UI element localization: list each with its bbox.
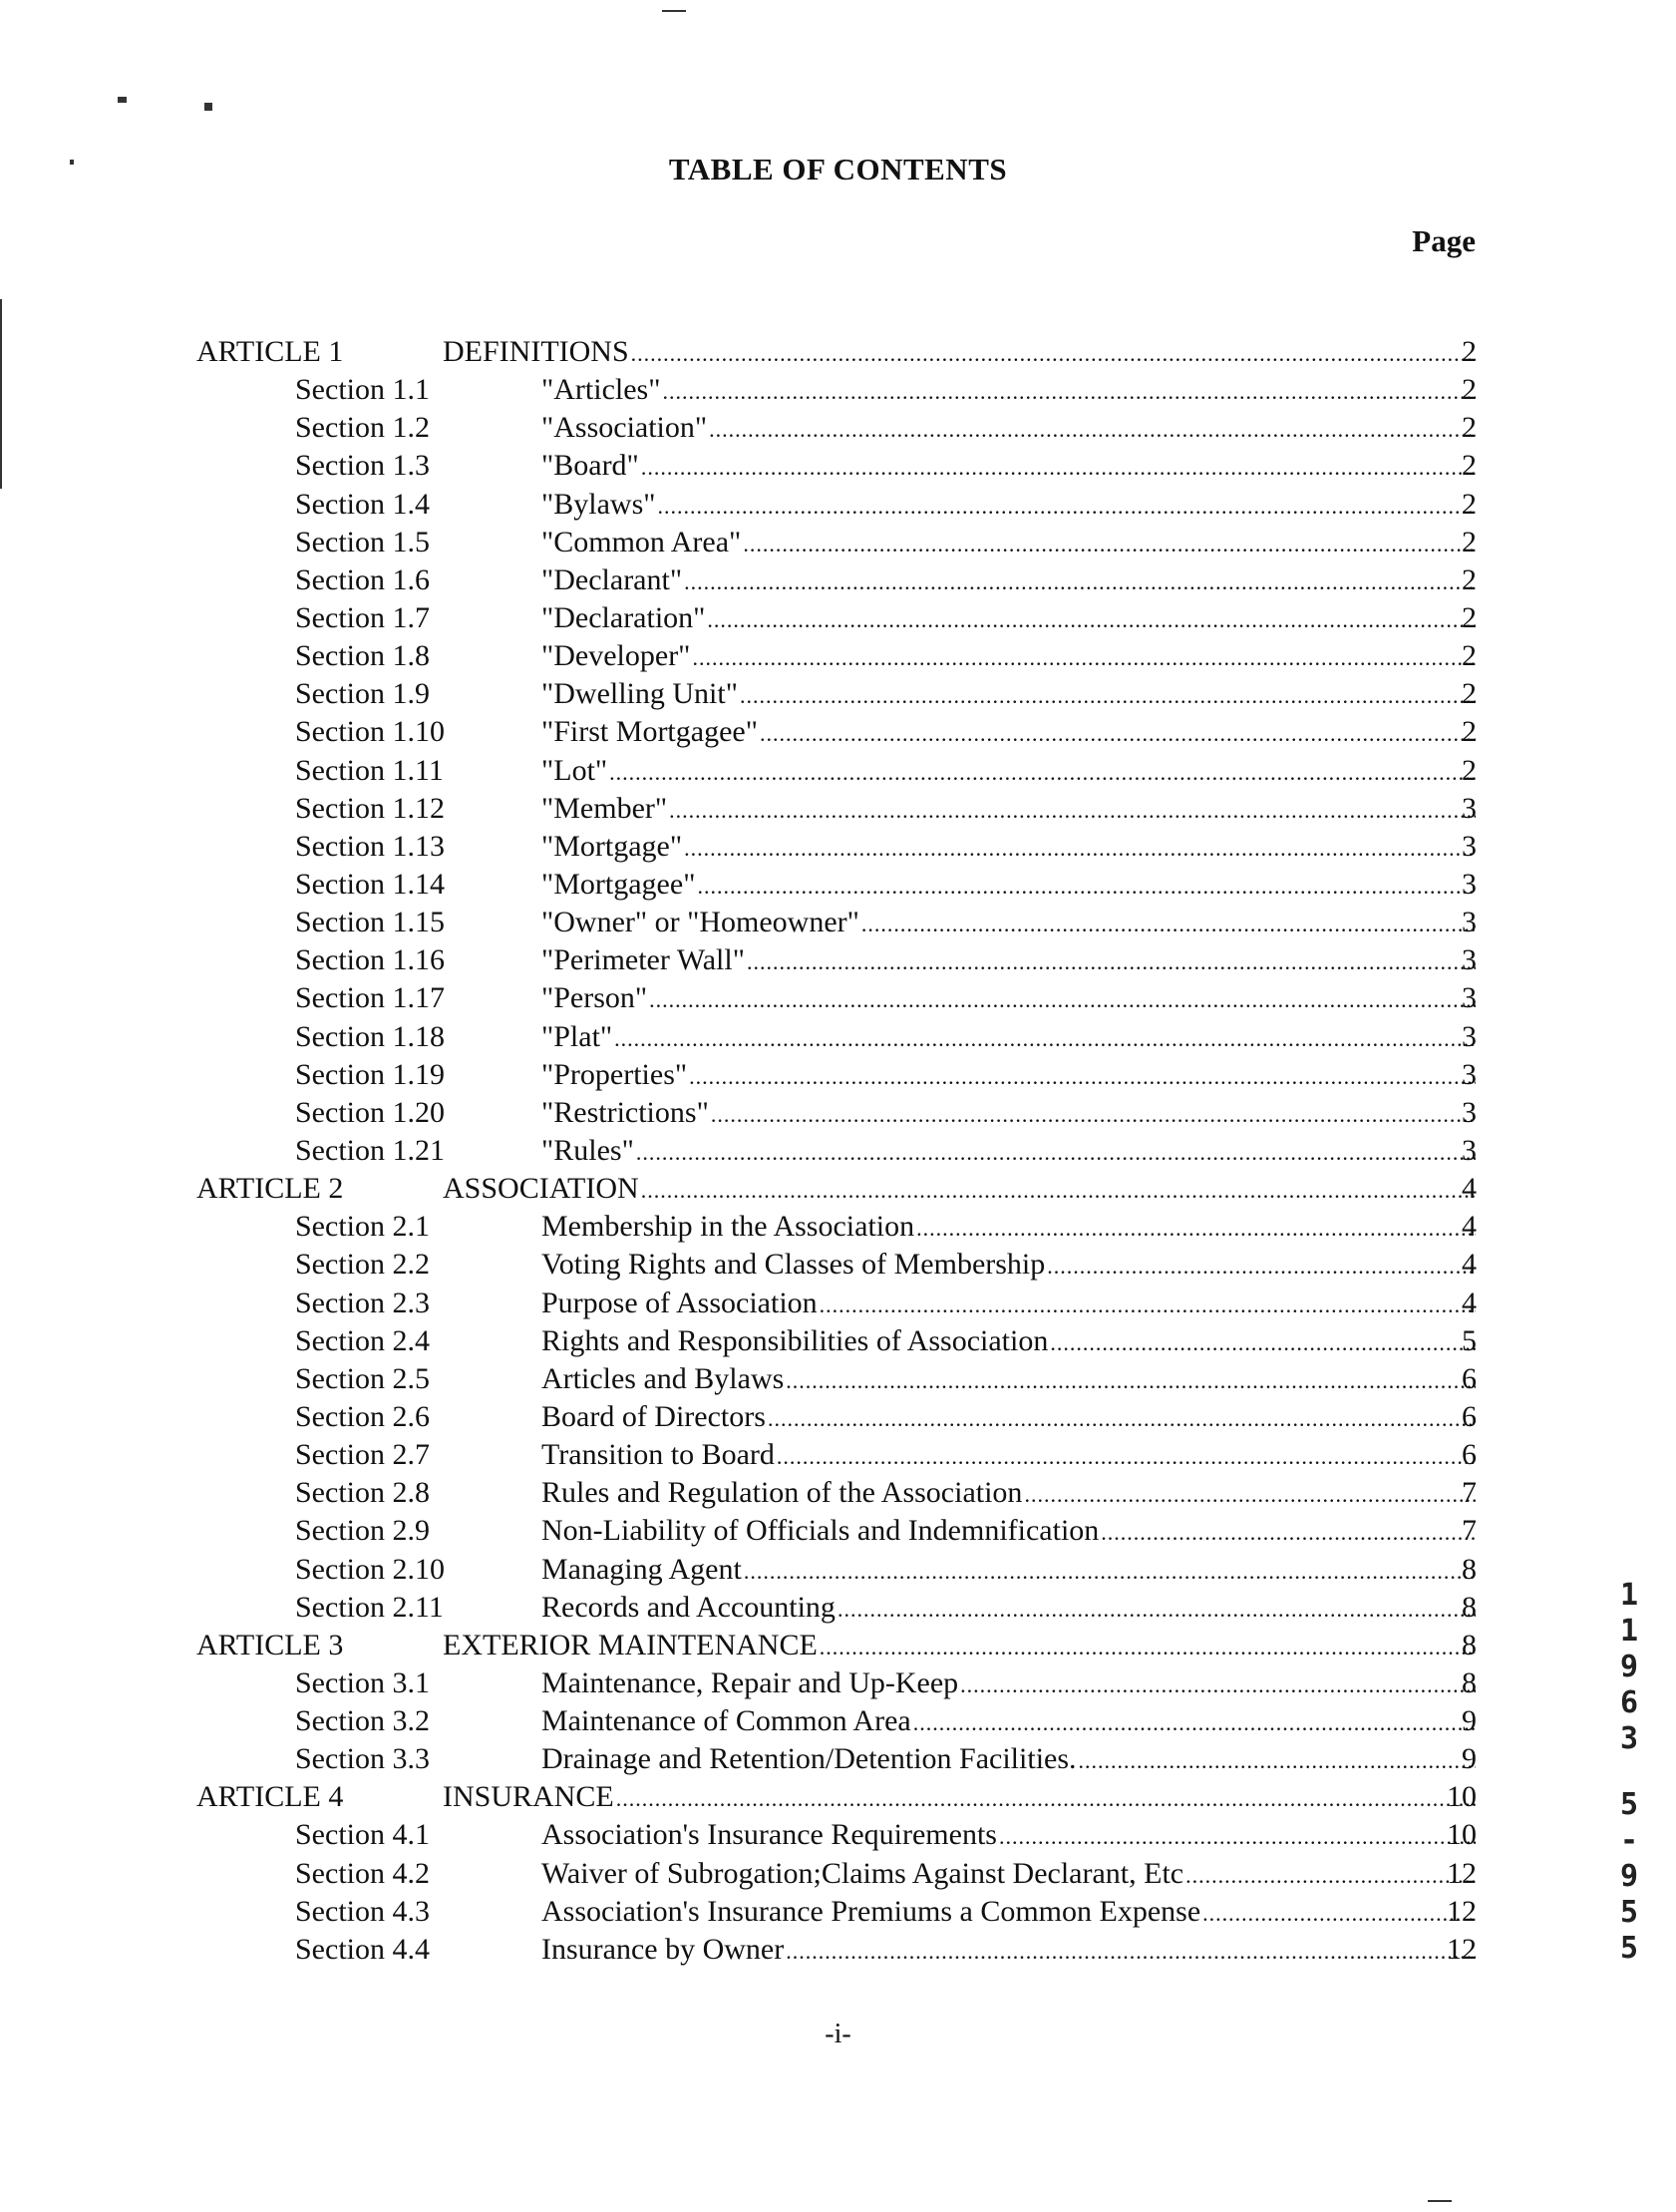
margin-stamp [1607, 1578, 1651, 1967]
dot-leader [684, 830, 1476, 868]
toc-entry-title: Drainage and Retention/Detention Facilities. [541, 1742, 1077, 1776]
toc-entry-label: Section 3.1 [295, 1665, 430, 1699]
margin-stamp-char: 5 [1619, 1787, 1639, 1822]
page-column-header: Page [1412, 223, 1476, 258]
toc-entry-label: Section 2.10 [295, 1552, 445, 1586]
toc-entry-page: 12 [1447, 1856, 1477, 1890]
toc-article-row [0, 1778, 1676, 1816]
toc-entry-page: 2 [1462, 373, 1477, 407]
margin-stamp-char: 5 [1619, 1931, 1639, 1966]
toc-entry-title: "Declarant" [541, 562, 683, 596]
toc-entry-title-leader [541, 524, 1476, 561]
dot-leader [641, 449, 1476, 487]
toc-entry-title-leader [541, 486, 1476, 524]
toc-section-row [0, 1512, 1676, 1550]
dot-leader [820, 1287, 1476, 1324]
toc-entry-page: 8 [1462, 1552, 1477, 1586]
dot-leader [1047, 1248, 1476, 1286]
toc-entry-label: Section 1.17 [295, 981, 445, 1015]
toc-entry-page: 10 [1447, 1818, 1477, 1852]
dot-leader [1024, 1476, 1476, 1514]
toc-entry-title: "Mortgage" [541, 829, 683, 863]
toc-entry-title-leader [541, 1589, 1476, 1627]
toc-section-row [0, 713, 1676, 751]
toc-entry-title-leader [541, 1132, 1476, 1170]
toc-entry-title-leader [443, 333, 1476, 371]
toc-entry-title: Rules and Regulation of the Association [541, 1476, 1023, 1510]
toc-section-row [0, 1931, 1676, 1969]
dot-leader [649, 981, 1476, 1019]
toc-entry-page: 4 [1462, 1248, 1477, 1282]
toc-entry-page: 8 [1462, 1628, 1477, 1661]
toc-entry-page: 2 [1462, 639, 1477, 673]
toc-entry-title: "Declaration" [541, 600, 706, 634]
toc-entry-title-leader [541, 828, 1476, 866]
toc-entry-title-leader [443, 1778, 1476, 1816]
toc-entry-title-leader [541, 1398, 1476, 1436]
toc-entry-label: Section 2.7 [295, 1438, 430, 1472]
toc-section-row [0, 1285, 1676, 1322]
toc-entry-title-leader [541, 1094, 1476, 1132]
toc-entry-title: Insurance by Owner [541, 1932, 785, 1966]
page-number-footer: -i- [825, 2019, 851, 2049]
dot-leader [707, 601, 1476, 639]
toc-entry-page: 2 [1462, 449, 1477, 483]
toc-entry-page: 2 [1462, 411, 1477, 445]
toc-entry-title-leader [541, 1816, 1476, 1854]
toc-section-row [0, 1436, 1676, 1474]
dot-leader [1079, 1742, 1476, 1780]
dot-leader [838, 1591, 1476, 1629]
toc-entry-title-leader [541, 752, 1476, 790]
toc-entry-title: Membership in the Association [541, 1210, 915, 1244]
toc-entry-label: Section 2.2 [295, 1248, 430, 1282]
toc-entry-title-leader [541, 1360, 1476, 1398]
toc-entry-title: Maintenance, Repair and Up-Keep [541, 1665, 959, 1699]
toc-entry-page: 3 [1462, 1057, 1477, 1091]
toc-entry-title: "Person" [541, 981, 648, 1015]
margin-stamp-gap [1607, 1757, 1651, 1787]
toc-entry-page: 8 [1462, 1665, 1477, 1699]
toc-entry-title: Transition to Board [541, 1438, 775, 1472]
dot-leader [768, 1400, 1476, 1438]
toc-entry-title: Waiver of Subrogation;Claims Against Declarant, Etc [541, 1856, 1184, 1890]
toc-section-row [0, 1360, 1676, 1398]
toc-entry-title: Rights and Responsibilities of Association [541, 1323, 1049, 1357]
toc-entry-page: 3 [1462, 906, 1477, 939]
toc-section-row [0, 1246, 1676, 1284]
toc-entry-page: 4 [1462, 1210, 1477, 1244]
toc-entry-label: Section 1.9 [295, 677, 430, 711]
toc-entry-title-leader [541, 1702, 1476, 1740]
toc-entry-title: "Common Area" [541, 525, 742, 558]
toc-entry-title: Association's Insurance Premiums a Common Expense [541, 1894, 1201, 1928]
toc-section-row [0, 1551, 1676, 1589]
toc-entry-label: ARTICLE 3 [196, 1628, 344, 1661]
toc-entry-label: Section 1.10 [295, 715, 445, 749]
dot-leader [743, 526, 1476, 563]
toc-entry-label: Section 4.3 [295, 1894, 430, 1928]
toc-entry-page: 2 [1462, 335, 1477, 368]
toc-entry-page: 4 [1462, 1172, 1477, 1206]
toc-entry-title-leader [541, 409, 1476, 447]
dot-leader [786, 1933, 1476, 1971]
toc-entry-label: Section 1.13 [295, 829, 445, 863]
dot-leader [709, 411, 1476, 449]
toc-entry-title: Records and Accounting [541, 1590, 836, 1624]
toc-section-row [0, 1474, 1676, 1512]
dot-leader [636, 1134, 1476, 1172]
toc-entry-page: 6 [1462, 1361, 1477, 1395]
toc-section-row [0, 828, 1676, 866]
toc-entry-title: "Lot" [541, 753, 608, 787]
toc-entry-page: 10 [1447, 1780, 1477, 1814]
toc-entry-label: ARTICLE 1 [196, 335, 344, 368]
dot-leader [662, 373, 1476, 411]
margin-stamp-char: 3 [1619, 1721, 1639, 1756]
toc-entry-page: 7 [1462, 1514, 1477, 1548]
toc-entry-page: 2 [1462, 753, 1477, 787]
toc-section-row [0, 866, 1676, 904]
toc-entry-title-leader [541, 371, 1476, 409]
toc-section-row [0, 599, 1676, 637]
toc-section-row [0, 1664, 1676, 1702]
toc-entry-page: 3 [1462, 829, 1477, 863]
toc-section-row [0, 1702, 1676, 1740]
toc-entry-label: Section 1.19 [295, 1057, 445, 1091]
toc-section-row [0, 1855, 1676, 1893]
toc-entry-title-leader [541, 979, 1476, 1017]
toc-entry-label: Section 1.15 [295, 906, 445, 939]
toc-section-row [0, 1893, 1676, 1931]
toc-entry-title-leader [541, 1208, 1476, 1246]
toc-entry-title: INSURANCE [443, 1780, 614, 1814]
toc-entry-label: Section 2.4 [295, 1323, 430, 1357]
toc-section-row [0, 1094, 1676, 1132]
toc-entry-title: "Rules" [541, 1133, 634, 1167]
margin-stamp-char: 1 [1619, 1578, 1639, 1613]
dot-leader [960, 1666, 1476, 1704]
toc-entry-title: "Member" [541, 791, 668, 825]
toc-entry-title: "Mortgagee" [541, 867, 696, 901]
toc-entry-title: ASSOCIATION [443, 1172, 639, 1206]
toc-entry-title: "Association" [541, 411, 708, 445]
toc-entry-label: Section 1.8 [295, 639, 430, 673]
toc-entry-page: 2 [1462, 715, 1477, 749]
toc-section-row [0, 447, 1676, 485]
toc-entry-title-leader [541, 1893, 1476, 1931]
dot-leader [744, 1553, 1476, 1591]
margin-stamp-char: 6 [1619, 1685, 1639, 1720]
margin-stamp-char: - [1619, 1823, 1639, 1858]
toc-entry-title-leader [541, 1474, 1476, 1512]
toc-section-row [0, 904, 1676, 941]
toc-section-row [0, 409, 1676, 447]
toc-entry-title: "Properties" [541, 1057, 688, 1091]
toc-entry-label: ARTICLE 2 [196, 1172, 344, 1206]
margin-stamp-char: 9 [1619, 1650, 1639, 1684]
toc-entry-label: Section 2.6 [295, 1399, 430, 1433]
toc-entry-label: Section 1.7 [295, 600, 430, 634]
toc-entry-title-leader [541, 447, 1476, 485]
toc-section-row [0, 1132, 1676, 1170]
dot-leader [747, 943, 1476, 981]
toc-entry-title-leader [541, 1018, 1476, 1056]
toc-entry-label: Section 1.6 [295, 562, 430, 596]
toc-entry-label: Section 1.12 [295, 791, 445, 825]
toc-entry-page: 5 [1462, 1323, 1477, 1357]
dot-leader [711, 1096, 1476, 1134]
toc-entry-title: "Plat" [541, 1019, 613, 1053]
toc-article-row [0, 333, 1676, 371]
toc-section-row [0, 524, 1676, 561]
toc-entry-title: Board of Directors [541, 1399, 766, 1433]
dot-leader [614, 1020, 1476, 1058]
toc-section-row [0, 941, 1676, 979]
toc-entry-page: 3 [1462, 981, 1477, 1015]
toc-entry-label: Section 2.8 [295, 1476, 430, 1510]
toc-section-row [0, 1816, 1676, 1854]
scan-mark-top-dash [662, 10, 686, 12]
toc-entry-title-leader [443, 1170, 1476, 1208]
toc-entry-label: Section 1.16 [295, 943, 445, 977]
toc-entry-label: Section 1.18 [295, 1019, 445, 1053]
toc-entry-page: 9 [1462, 1704, 1477, 1738]
dot-leader [1050, 1324, 1476, 1362]
scan-mark-bottom-dash [1428, 2200, 1452, 2202]
toc-entry-page: 9 [1462, 1742, 1477, 1776]
toc-entry-title: "Perimeter Wall" [541, 943, 745, 977]
toc-section-row [0, 637, 1676, 675]
toc-entry-page: 12 [1447, 1894, 1477, 1928]
document-title: TABLE OF CONTENTS [668, 152, 1008, 186]
toc-entry-label: Section 3.2 [295, 1704, 430, 1738]
toc-entry-title: Purpose of Association [541, 1286, 818, 1319]
toc-entry-label: Section 1.1 [295, 373, 430, 407]
toc-entry-label: Section 1.5 [295, 525, 430, 558]
toc-entry-title: "Restrictions" [541, 1095, 709, 1129]
toc-entry-title: Maintenance of Common Area [541, 1704, 911, 1738]
toc-entry-title-leader [541, 1246, 1476, 1284]
toc-article-row [0, 1627, 1676, 1664]
toc-section-row [0, 1018, 1676, 1056]
toc-entry-title: Voting Rights and Classes of Membership [541, 1248, 1046, 1282]
toc-section-row [0, 790, 1676, 828]
toc-entry-title-leader [541, 713, 1476, 751]
toc-entry-label: Section 2.9 [295, 1514, 430, 1548]
dot-leader [999, 1818, 1476, 1856]
toc-section-row [0, 1589, 1676, 1627]
dot-leader [786, 1362, 1476, 1400]
toc-entry-title: Managing Agent [541, 1552, 742, 1586]
scan-mark-speck [204, 103, 212, 111]
toc-entry-label: Section 1.3 [295, 449, 430, 483]
toc-entry-title-leader [541, 866, 1476, 904]
dot-leader [684, 563, 1476, 601]
toc-entry-page: 2 [1462, 525, 1477, 558]
toc-entry-page: 2 [1462, 677, 1477, 711]
toc-entry-title: "Articles" [541, 373, 661, 407]
toc-entry-title-leader [541, 637, 1476, 675]
toc-article-row [0, 1170, 1676, 1208]
toc-entry-title-leader [541, 1436, 1476, 1474]
margin-stamp-char: 1 [1619, 1614, 1639, 1649]
toc-section-row [0, 1056, 1676, 1094]
toc-entry-label: Section 4.4 [295, 1932, 430, 1966]
dot-leader [692, 639, 1476, 677]
toc-entry-title-leader [443, 1627, 1476, 1664]
toc-entry-page: 3 [1462, 1133, 1477, 1167]
toc-entry-page: 3 [1462, 867, 1477, 901]
toc-entry-label: Section 1.20 [295, 1095, 445, 1129]
toc-section-row [0, 675, 1676, 713]
toc-entry-page: 3 [1462, 1095, 1477, 1129]
dot-leader [777, 1438, 1476, 1476]
toc-entry-label: Section 1.2 [295, 411, 430, 445]
dot-leader [760, 715, 1476, 753]
margin-stamp-char: 9 [1619, 1859, 1639, 1894]
toc-entry-page: 6 [1462, 1399, 1477, 1433]
toc-entry-title-leader [541, 1740, 1476, 1778]
dot-leader [689, 1058, 1476, 1096]
toc-section-row [0, 1208, 1676, 1246]
toc-entry-title: "Board" [541, 449, 639, 483]
table-of-contents [0, 333, 1676, 1969]
toc-entry-title-leader [541, 1855, 1476, 1893]
dot-leader [861, 906, 1476, 943]
toc-entry-page: 6 [1462, 1438, 1477, 1472]
toc-entry-page: 3 [1462, 791, 1477, 825]
dot-leader [658, 488, 1477, 526]
toc-entry-page: 3 [1462, 943, 1477, 977]
dot-leader [697, 868, 1476, 906]
dot-leader [916, 1210, 1476, 1248]
toc-entry-title-leader [541, 1931, 1476, 1969]
toc-section-row [0, 979, 1676, 1017]
toc-entry-title: "Bylaws" [541, 487, 656, 521]
dot-leader [1101, 1514, 1476, 1552]
toc-entry-label: Section 2.3 [295, 1286, 430, 1319]
toc-entry-title: DEFINITIONS [443, 335, 629, 368]
dot-leader [913, 1704, 1476, 1742]
toc-entry-label: Section 4.2 [295, 1856, 430, 1890]
toc-section-row [0, 1740, 1676, 1778]
toc-entry-label: Section 2.1 [295, 1210, 430, 1244]
toc-entry-label: Section 2.5 [295, 1361, 430, 1395]
toc-entry-title-leader [541, 1664, 1476, 1702]
toc-entry-page: 2 [1462, 562, 1477, 596]
toc-entry-title-leader [541, 1285, 1476, 1322]
toc-entry-label: Section 1.11 [295, 753, 444, 787]
dot-leader [740, 677, 1476, 715]
toc-entry-title: "Dwelling Unit" [541, 677, 738, 711]
toc-section-row [0, 1398, 1676, 1436]
toc-entry-label: Section 2.11 [295, 1590, 444, 1624]
scan-mark-speck [118, 97, 127, 103]
toc-entry-page: 3 [1462, 1019, 1477, 1053]
toc-entry-title-leader [541, 599, 1476, 637]
toc-entry-page: 2 [1462, 600, 1477, 634]
toc-entry-label: Section 4.1 [295, 1818, 430, 1852]
dot-leader [631, 335, 1476, 373]
toc-entry-title: "Owner" or "Homeowner" [541, 906, 859, 939]
toc-entry-title: EXTERIOR MAINTENANCE [443, 1628, 818, 1661]
toc-section-row [0, 371, 1676, 409]
toc-section-row [0, 486, 1676, 524]
toc-entry-label: Section 1.21 [295, 1133, 445, 1167]
toc-entry-title-leader [541, 904, 1476, 941]
toc-entry-label: Section 1.14 [295, 867, 445, 901]
toc-entry-title-leader [541, 561, 1476, 599]
toc-entry-title-leader [541, 1551, 1476, 1589]
dot-leader [820, 1629, 1476, 1666]
toc-entry-title: Association's Insurance Requirements [541, 1818, 997, 1852]
toc-entry-label: Section 3.3 [295, 1742, 430, 1776]
toc-entry-title: Non-Liability of Officials and Indemnification [541, 1514, 1100, 1548]
toc-entry-label: Section 1.4 [295, 487, 430, 521]
toc-section-row [0, 752, 1676, 790]
toc-entry-title-leader [541, 941, 1476, 979]
toc-entry-title-leader [541, 1512, 1476, 1550]
dot-leader [616, 1780, 1476, 1818]
toc-entry-page: 2 [1462, 487, 1477, 521]
toc-entry-title-leader [541, 1322, 1476, 1360]
toc-entry-page: 12 [1447, 1932, 1477, 1966]
margin-stamp-char: 5 [1619, 1895, 1639, 1930]
toc-section-row [0, 561, 1676, 599]
toc-entry-label: ARTICLE 4 [196, 1780, 344, 1814]
toc-entry-page: 7 [1462, 1476, 1477, 1510]
dot-leader [669, 792, 1476, 830]
toc-entry-title: "First Mortgagee" [541, 715, 758, 749]
toc-entry-title-leader [541, 675, 1476, 713]
toc-section-row [0, 1322, 1676, 1360]
toc-entry-title-leader [541, 790, 1476, 828]
toc-entry-title-leader [541, 1056, 1476, 1094]
dot-leader [609, 754, 1476, 792]
toc-entry-title: Articles and Bylaws [541, 1361, 785, 1395]
toc-entry-page: 8 [1462, 1590, 1477, 1624]
toc-entry-page: 4 [1462, 1286, 1477, 1319]
dot-leader [641, 1172, 1476, 1210]
toc-entry-title: "Developer" [541, 639, 691, 673]
